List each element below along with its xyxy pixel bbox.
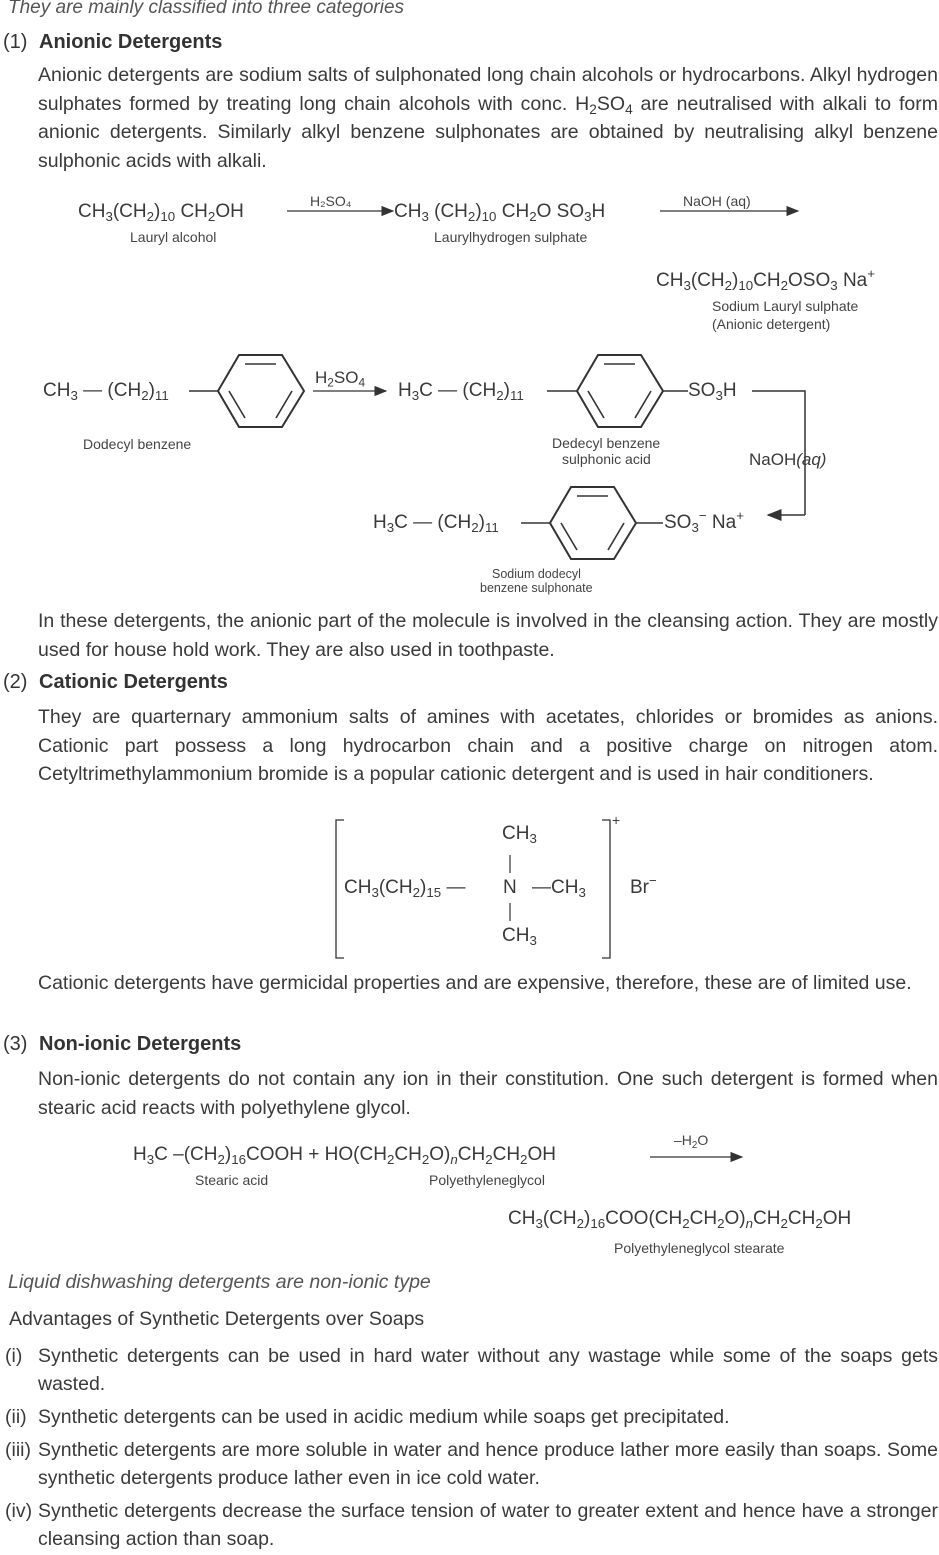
charge-plus: + <box>612 812 621 828</box>
benzene-ring-2 <box>577 355 663 427</box>
section-number: (3) <box>3 1033 28 1055</box>
formula-sodium-lauryl-sulphate: $CH_3(CH_2)_{10}CH_2OSO_3$ Na+ <box>656 266 876 293</box>
formula-nitrogen: N <box>503 877 517 898</box>
label-polyethyleneglycol: Polyethyleneglycol <box>429 1172 545 1188</box>
label-sdbs-line2: benzene sulphonate <box>480 581 593 595</box>
reagent-h2so4-2: $H_2SO_4$ <box>315 368 366 390</box>
section-number: (1) <box>3 31 28 53</box>
label-dodecyl-benzene: Dodecyl benzene <box>83 436 192 452</box>
formula-dbsa-chain: $H_3C$ — $(CH_2)_{11}$ <box>398 380 524 403</box>
intro-text: They are mainly classified into three categories <box>8 0 405 18</box>
label-anionic-detergent: (Anionic detergent) <box>712 316 831 332</box>
list-item: (iii) Synthetic detergents are more soluble in water and hence produce lather more easily than soaps. Some synthetic detergents produce lather even in ice cold water. <box>5 1439 938 1489</box>
section-heading-nonionic: Non-ionic Detergents <box>39 1033 242 1055</box>
cationic-paragraph: They are quarternary ammonium salts of amines with acetates, chlorides or bromides as anions. Cationic part possess a long hydrocarbon chain and a positive charge on nitrogen atom. Cetyltrimethylammonium bromide is a popular cationic detergent and is used in hair conditioners. <box>38 706 938 785</box>
reagent-naoh: NaOH (aq) <box>683 193 751 209</box>
label-lauryl-hydrogen-sulphate: Laurylhydrogen sulphate <box>434 229 588 245</box>
label-dbsa-line2: sulphonic acid <box>562 451 651 467</box>
section-number: (2) <box>3 671 28 693</box>
reagent-h2so4: H₂SO₄ <box>310 193 352 209</box>
formula-ch3-bottom: $CH_3$ <box>502 925 537 948</box>
label-peg-stearate: Polyethyleneglycol stearate <box>614 1240 785 1256</box>
formula-cetyl-chain: $CH_3(CH_2)_{15}$ — <box>344 877 466 900</box>
formula-bromide: Br− <box>630 873 657 898</box>
benzene-ring-3 <box>550 487 636 559</box>
nonionic-paragraph: Non-ionic detergents do not contain any ion in their constitution. One such detergent is formed when stearic acid reacts with polyethylene glycol. <box>38 1068 938 1119</box>
formula-lauryl-hydrogen-sulphate: $CH_3$ $(CH_2)_{10}$ $CH_2O$ $SO_3H$ <box>394 201 606 224</box>
label-sodium-lauryl-sulphate: Sodium Lauryl sulphate <box>712 298 859 314</box>
formula-so3-na: $SO_3^-$ Na+ <box>664 508 744 535</box>
formula-dodecyl-chain: $CH_3$ — $(CH_2)_{11}$ <box>43 380 169 403</box>
formula-sdbs-chain: $H_3C$ — $(CH_2)_{11}$ <box>373 512 499 535</box>
bracket-right <box>602 820 610 958</box>
section-heading-anionic: Anionic Detergents <box>39 31 223 53</box>
label-stearic-acid: Stearic acid <box>195 1172 269 1188</box>
liquid-detergent-note: Liquid dishwashing detergents are non-ionic type <box>8 1271 431 1293</box>
benzene-ring-1 <box>218 355 304 427</box>
anionic-paragraph-2: In these detergents, the anionic part of the molecule is involved in the cleansing action. They are mostly used for house hold work. They are also used in toothpaste. <box>38 610 938 661</box>
formula-peg-stearate: $CH_3(CH_2)_{16}COO(CH_2CH_2O)_nCH_2CH_2OH$ <box>508 1208 852 1231</box>
reagent-minus-water: $-H_2O$ <box>674 1132 709 1151</box>
formula-ch3-right: $—CH_3$ <box>532 877 586 900</box>
reagent-naoh-2: NaOH(aq) <box>749 450 827 469</box>
l-arrow <box>752 391 805 515</box>
formula-so3h: $SO_3H$ <box>688 380 737 403</box>
formula-lauryl-alcohol: $CH_3(CH_2)_{10}$ $CH_2OH$ <box>78 201 244 224</box>
anionic-paragraph: Anionic detergents are sodium salts of sulphonated long chain alcohols or hydrocarbons. Alkyl hydrogen sulphates formed by treating long chain alcohols with conc. $H_2SO_4$ are neutralised with alkali to form anionic detergents. Similarly alkyl benzene sulphonates are obtained by neutralising alkyl benzene sulphonic acids with alkali. <box>38 64 938 172</box>
section-heading-cationic: Cationic Detergents <box>39 671 228 693</box>
label-dbsa-line1: Dedecyl benzene <box>552 435 661 451</box>
bracket-left <box>336 820 344 958</box>
label-sdbs-line1: Sodium dodecyl <box>492 567 581 581</box>
list-item: (iv) Synthetic detergents decrease the surface tension of water to greater extent and hence have a stronger cleansing action than soap. <box>5 1500 938 1550</box>
formula-ch3-top: $CH_3$ <box>502 823 537 846</box>
list-item: (ii) Synthetic detergents can be used in acidic medium while soaps get precipitated. <box>5 1406 730 1428</box>
advantages-heading: Advantages of Synthetic Detergents over Soaps <box>9 1308 425 1330</box>
label-lauryl-alcohol: Lauryl alcohol <box>130 229 217 245</box>
list-item: (i) Synthetic detergents can be used in hard water without any wastage while some of the soaps gets wasted. <box>5 1345 938 1395</box>
formula-stearic-acid: $H_3C$ $-(CH_2)_{16}COOH + HO(CH_2CH_2O)_nCH_2CH_2OH$ <box>133 1144 556 1167</box>
cationic-paragraph-2: Cationic detergents have germicidal properties and are expensive, therefore, these are of limited use. <box>38 972 912 994</box>
